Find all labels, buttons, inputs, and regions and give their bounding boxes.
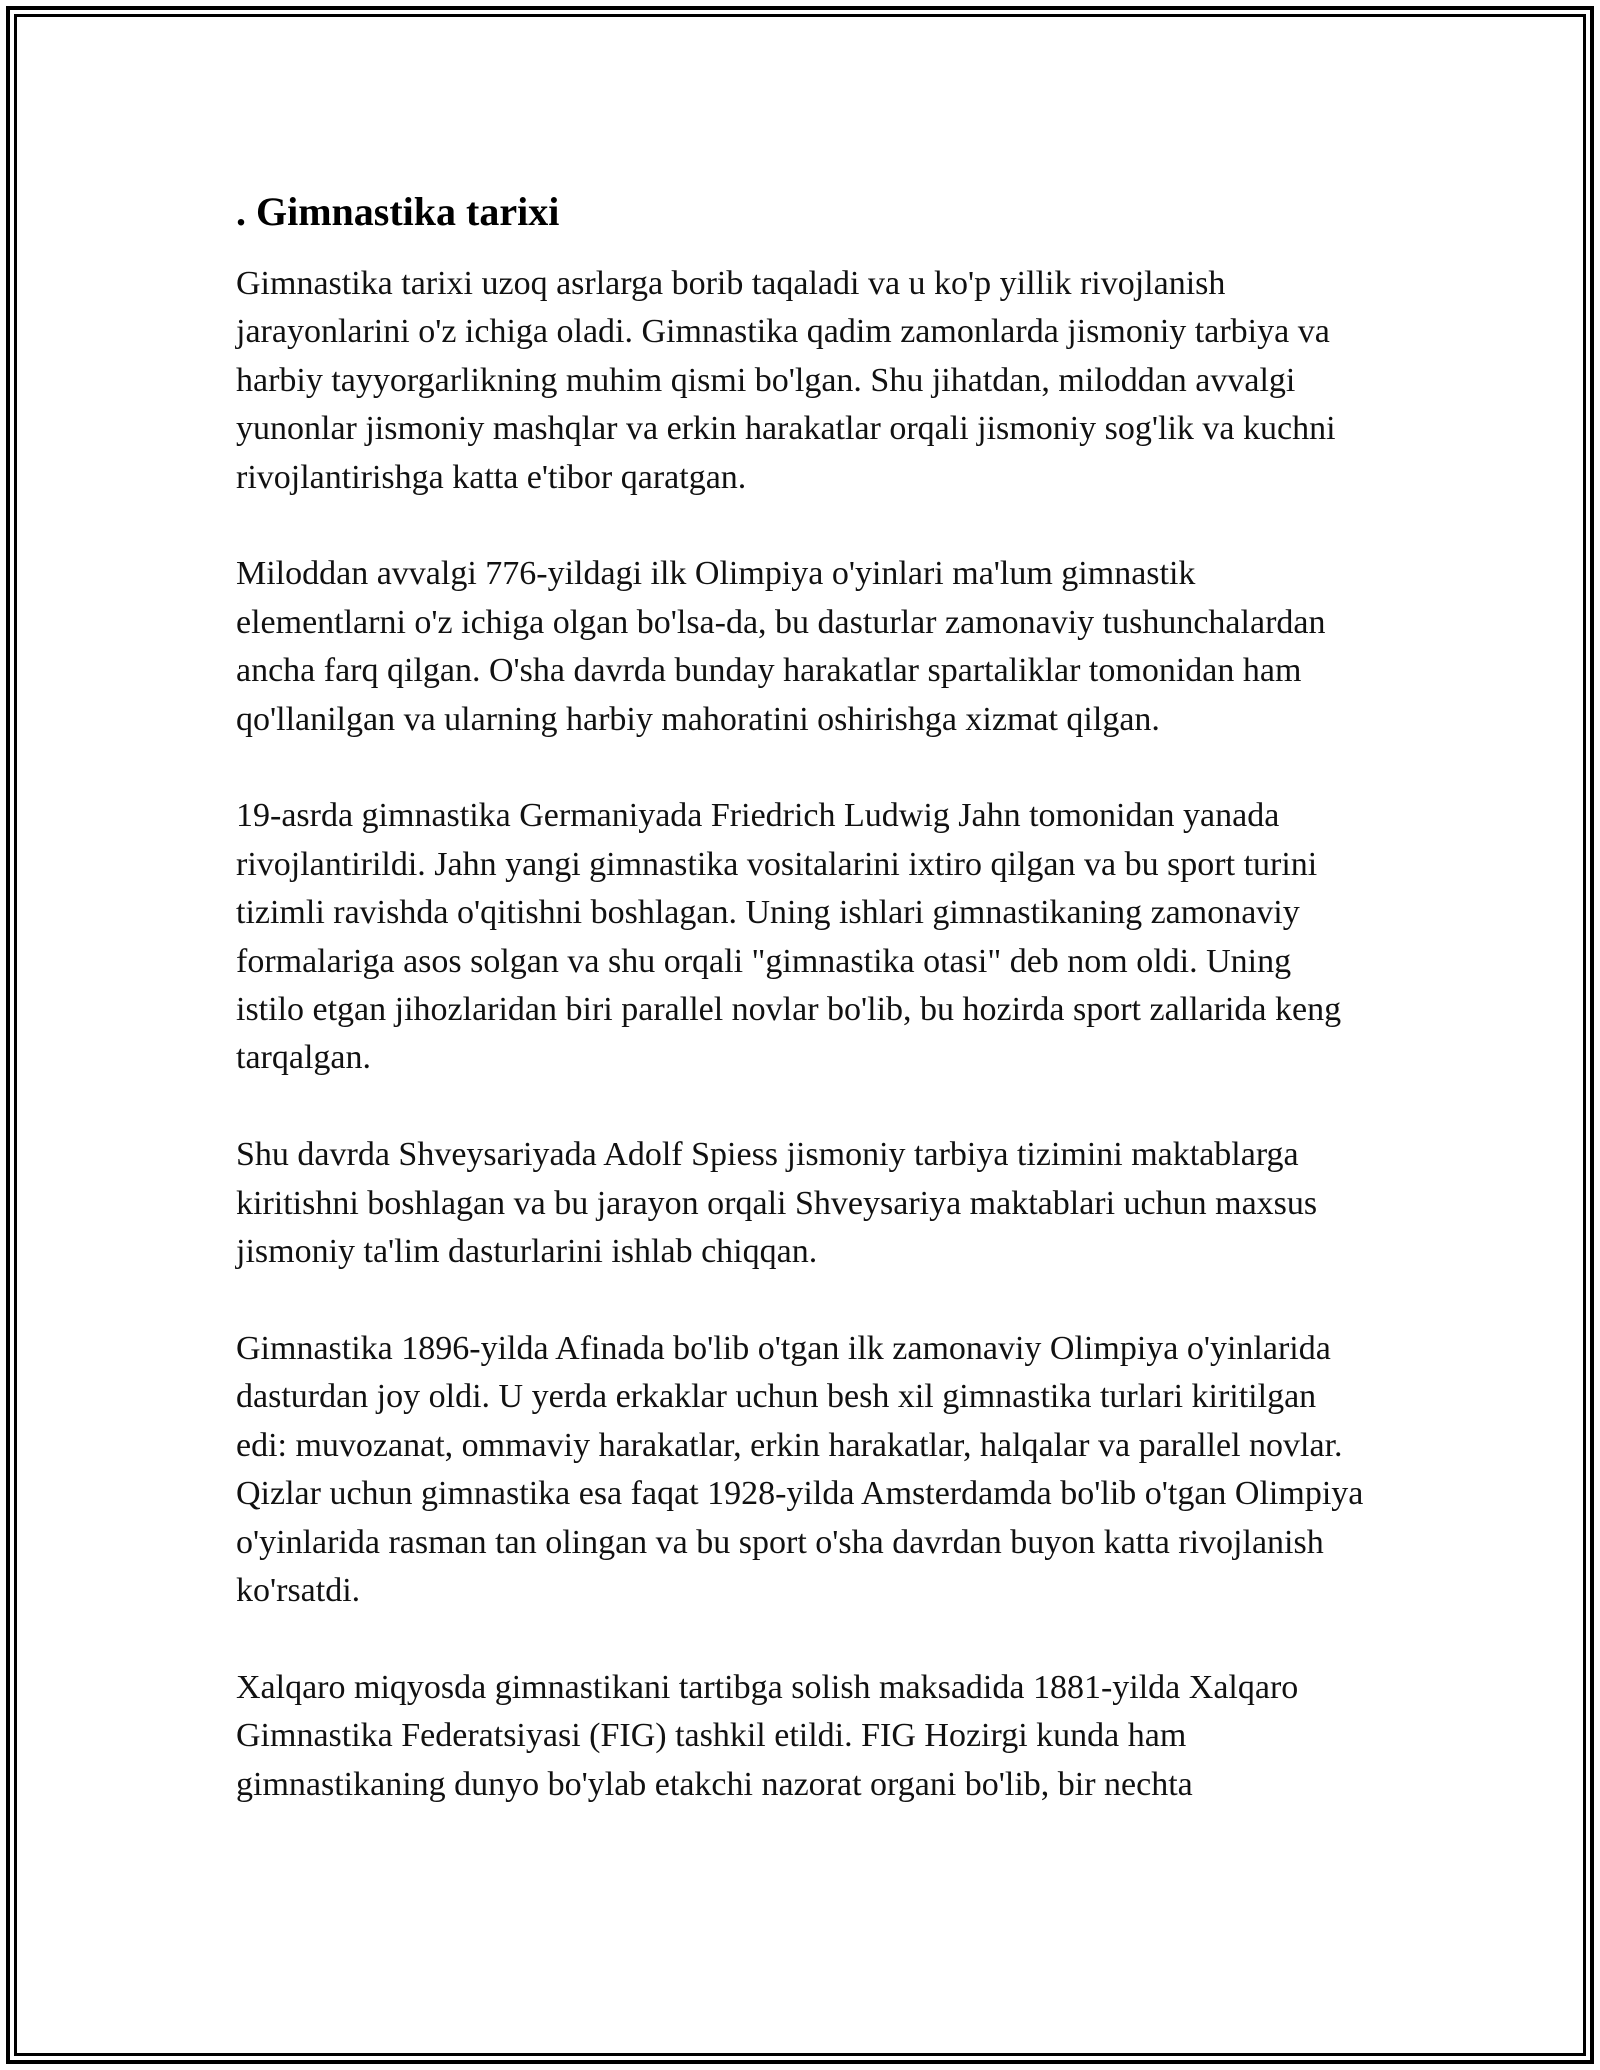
paragraph: Shu davrda Shveysariyada Adolf Spiess jismoniy tarbiya tizimini maktablarga kiritishni boshlagan va bu jarayon orqali Shveysariya maktablari uchun maxsus jismoniy ta'lim dasturlarini ishlab chiqqan. — [236, 1136, 1318, 1271]
paragraph: Xalqaro miqyosda gimnastikani tartibga solish maksadida 1881-yilda Xalqaro Gimnastika Federatsiyasi (FIG) tashkil etildi. FIG Hozirgi kunda ham gimnastikaning dunyo bo'ylab etakchi nazorat organi bo'lib, bir nechta — [236, 1668, 1299, 1803]
document-body — [236, 188, 1366, 1857]
paragraph: Miloddan avvalgi 776-yildagi ilk Olimpiya o'yinlari ma'lum gimnastik elementlarni o'z ichiga olgan bo'lsa-da, bu dasturlar zamonaviy tushunchalardan ancha farq qilgan. O'sha davrda bunday harakatlar spartaliklar tomonidan ham qo'llanilgan va ularning harbiy mahoratini oshirishga xizmat qilgan. — [236, 555, 1326, 738]
paragraph: 19-asrda gimnastika Germaniyada Friedrich Ludwig Jahn tomonidan yanada rivojlantirildi. Jahn yangi gimnastika vositalarini ixtiro qilgan va bu sport turini tizimli ravishda o'qitishni boshlagan. Uning ishlari gimnastikaning zamonaviy formalariga asos solgan va shu orqali "gimnastika otasi" deb nom oldi. Uning istilo etgan jihozlaridan biri parallel novlar bo'lib, bu hozirda sport zallarida keng tarqalgan. — [236, 797, 1342, 1077]
paragraph: Gimnastika 1896-yilda Afinada bo'lib o'tgan ilk zamonaviy Olimpiya o'yinlarida dasturdan joy oldi. U yerda erkaklar uchun besh xil gimnastika turlari kiritilgan edi: muvozanat, ommaviy harakatlar, erkin harakatlar, halqalar va parallel novlar. Qizlar uchun gimnastika esa faqat 1928-yilda Amsterdamda bo'lib o'tgan Olimpiya o'yinlarida rasman tan olingan va bu sport o'sha davrdan buyon katta rivojlanish ko'rsatdi. — [236, 1329, 1364, 1609]
paragraph: Gimnastika tarixi uzoq asrlarga borib taqaladi va u ko'p yillik rivojlanish jarayonlarini o'z ichiga oladi. Gimnastika qadim zamonlarda jismoniy tarbiya va harbiy tayyorgarlikning muhim qismi bo'lgan. Shu jihatdan, miloddan avvalgi yunonlar jismoniy mashqlar va erkin harakatlar orqali jismoniy sog'lik va kuchni rivojlantirishga katta e'tibor qaratgan. — [236, 265, 1336, 496]
document-title: . Gimnastika tarixi — [236, 189, 560, 234]
